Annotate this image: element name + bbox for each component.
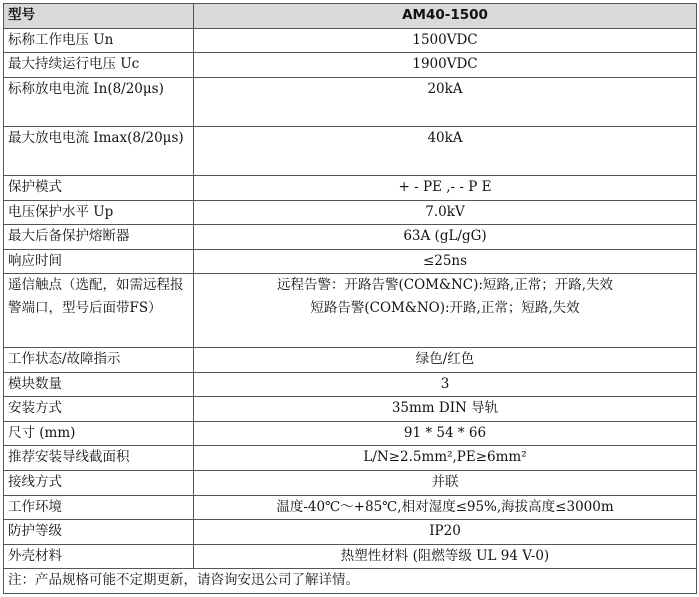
spec-value: 绿色/红色 — [194, 348, 697, 373]
spec-label: 保护模式 — [4, 176, 194, 201]
spec-value: + - PE ,- - P E — [194, 176, 697, 201]
spec-row-protection-mode — [4, 176, 697, 201]
spec-value: 40kA — [194, 126, 697, 175]
spec-value: 91 * 54 * 66 — [194, 421, 697, 446]
spec-label: 最大放电电流 Imax(8/20μs) — [4, 126, 194, 175]
spec-label: 响应时间 — [4, 249, 194, 274]
remote-alarm-line-1: 远程告警：开路告警(COM&NC):短路,正常；开路,失效 — [276, 277, 614, 294]
spec-value: IP20 — [194, 520, 697, 545]
spec-value: 63A (gL/gG) — [194, 225, 697, 250]
spec-row-operating-environment — [4, 495, 697, 520]
spec-row-response-time — [4, 249, 697, 274]
spec-row-mounting — [4, 397, 697, 422]
spec-value: 并联 — [194, 471, 697, 496]
spec-label: 标称工作电压 Un — [4, 28, 194, 53]
spec-label: 最大后备保护熔断器 — [4, 225, 194, 250]
spec-label: 安装方式 — [4, 397, 194, 422]
spec-label: 推荐安装导线截面积 — [4, 446, 194, 471]
spec-row-wiring-method — [4, 471, 697, 496]
spec-row-nominal-discharge-current — [4, 77, 697, 126]
header-row — [4, 4, 697, 29]
spec-row-rated-voltage — [4, 28, 697, 53]
spec-label: 接线方式 — [4, 471, 194, 496]
spec-row-housing-material — [4, 544, 697, 569]
spec-row-module-count — [4, 372, 697, 397]
spec-row-remote-signal-contact — [4, 274, 697, 348]
spec-row-protection-rating — [4, 520, 697, 545]
spec-row-max-discharge-current — [4, 126, 697, 175]
spec-label: 外壳材料 — [4, 544, 194, 569]
spec-value: ≤25ns — [194, 249, 697, 274]
spec-label: 遥信触点（选配，如需远程报警端口，型号后面带FS） — [4, 274, 194, 348]
header-label: 型号 — [4, 4, 194, 29]
spec-label: 工作环境 — [4, 495, 194, 520]
spec-value: 热塑性材料 (阻燃等级 UL 94 V-0) — [194, 544, 697, 569]
spec-label: 标称放电电流 In(8/20μs) — [4, 77, 194, 126]
spec-label: 模块数量 — [4, 372, 194, 397]
spec-row-wire-cross-section — [4, 446, 697, 471]
spec-value: L/N≥2.5mm²,PE≥6mm² — [194, 446, 697, 471]
spec-value: 温度-40℃～+85℃,相对湿度≤95%,海拔高度≤3000m — [194, 495, 697, 520]
spec-row-status-indicator — [4, 348, 697, 373]
spec-label: 最大持续运行电压 Uc — [4, 53, 194, 78]
footnote: 注：产品规格可能不定期更新，请咨询安迅公司了解详情。 — [4, 569, 697, 594]
spec-value: 7.0kV — [194, 200, 697, 225]
spec-value: 20kA — [194, 77, 697, 126]
model-number: AM40-1500 — [194, 4, 697, 29]
spec-row-voltage-protection-level — [4, 200, 697, 225]
spec-row-max-continuous-voltage — [4, 53, 697, 78]
spec-row-backup-fuse — [4, 225, 697, 250]
spec-value: 3 — [194, 372, 697, 397]
spec-value: 35mm DIN 导轨 — [194, 397, 697, 422]
spec-value: 1500VDC — [194, 28, 697, 53]
remote-alarm-line-2: 短路告警(COM&NO):开路,正常；短路,失效 — [310, 300, 580, 317]
note-row — [4, 569, 697, 594]
spec-value — [194, 274, 697, 348]
spec-label: 工作状态/故障指示 — [4, 348, 194, 373]
spec-label: 防护等级 — [4, 520, 194, 545]
spec-row-dimensions — [4, 421, 697, 446]
spec-label: 电压保护水平 Up — [4, 200, 194, 225]
spec-table — [3, 3, 697, 594]
spec-value: 1900VDC — [194, 53, 697, 78]
spec-label: 尺寸 (mm) — [4, 421, 194, 446]
